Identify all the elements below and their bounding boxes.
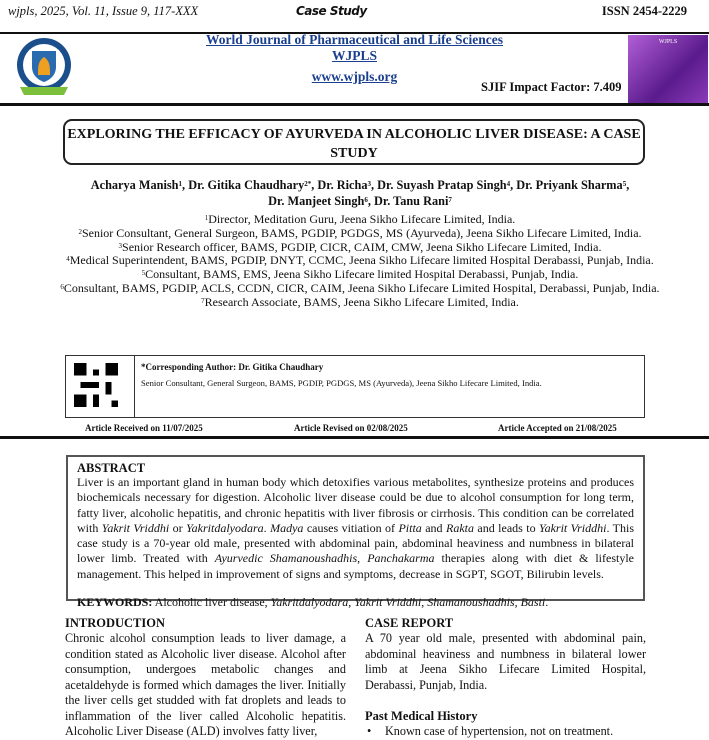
affiliation-number: 2 bbox=[78, 227, 82, 236]
journal-abbrev-link[interactable]: WJPLS bbox=[331, 48, 377, 63]
affiliation-number: 1 bbox=[204, 214, 209, 222]
italic-term: Basti bbox=[520, 595, 546, 610]
author-affiliation-number: 1 bbox=[178, 180, 183, 188]
author-affiliation-number: 2* bbox=[304, 180, 312, 188]
author-name: Acharya Manish bbox=[90, 178, 179, 192]
affiliation-text: Research Associate, BAMS, Jeena Sikho Lifecare Limited, India. bbox=[204, 294, 519, 309]
affiliation-number: 6 bbox=[60, 282, 64, 291]
qr-code-icon bbox=[74, 363, 118, 407]
text-segment: , bbox=[348, 595, 355, 610]
keywords-label: KEYWORDS: bbox=[77, 595, 153, 610]
author-affiliation-number: 3 bbox=[367, 180, 372, 188]
italic-term: Rakta bbox=[445, 520, 474, 535]
journal-name-link[interactable]: World Journal of Pharmaceutical and Life Sciences bbox=[206, 32, 503, 47]
affiliation-line bbox=[60, 254, 660, 268]
italic-term: Yakrit Vriddhi bbox=[354, 595, 422, 610]
text-segment: therapies along with diet & lifestyle management. This helped in improvement of signs and symptoms, decrease in SGPT, SGOT, Bilirubin levels. bbox=[77, 551, 634, 581]
author-affiliation-number: 6 bbox=[364, 196, 368, 204]
paper-title: EXPLORING THE EFFICACY OF AYURVEDA IN ALCOHOLIC LIVER DISEASE: A CASE STUDY bbox=[63, 119, 645, 165]
introduction-text: Chronic alcohol consumption leads to liver damage, a condition stated as Alcoholic liver disease. Alcohol after consumption, undergoes metabolic changes and acetaldehyde is formed which damages the liver. Initially the liver cells get studded with fat droplets and leads to inflammation of the liver called Alcoholic hepatitis. Alcoholic Liver Disease (ALD) involves fatty liver, bbox=[65, 631, 346, 738]
affiliation-line bbox=[60, 241, 660, 255]
divider bbox=[134, 356, 135, 417]
website-link[interactable]: www.wjpls.org bbox=[311, 69, 398, 84]
corresponding-author-box bbox=[65, 355, 645, 418]
history-bullet: • Known case of hypertension, not on treatment. bbox=[365, 724, 646, 740]
affiliation-line bbox=[60, 268, 660, 282]
affiliation-text: Senior Research officer, BAMS, PGDIP, CICR, CAIM, CMW, Jeena Sikho Lifecare Limited, India. bbox=[122, 239, 602, 254]
case-report-heading: CASE REPORT bbox=[365, 616, 454, 630]
author-affiliation-number: 7 bbox=[448, 196, 452, 204]
affiliation-line bbox=[60, 282, 660, 296]
affiliation-text: Consultant, BAMS, EMS, Jeena Sikho Lifecare limited Hospital Derabassi, Punjab, India. bbox=[145, 267, 579, 282]
affiliation-text: Director, Meditation Guru, Jeena Sikho Lifecare Limited, India. bbox=[208, 212, 516, 226]
cover-title: WJPLS bbox=[658, 39, 678, 45]
italic-term: Yakrit Vriddhi bbox=[101, 520, 170, 535]
text-segment: and bbox=[421, 520, 446, 535]
introduction-section bbox=[65, 616, 346, 740]
author-name: Dr. Richa bbox=[317, 178, 368, 192]
introduction-heading: INTRODUCTION bbox=[65, 616, 166, 630]
affiliation-line bbox=[60, 227, 660, 241]
author-name: Dr. Tanu Rani bbox=[373, 194, 449, 208]
banner-rule bbox=[0, 103, 709, 106]
text-segment: , bbox=[421, 595, 428, 610]
past-history-heading: Past Medical History bbox=[365, 709, 478, 723]
dates-rule bbox=[0, 436, 709, 439]
text-segment: , bbox=[514, 595, 521, 610]
italic-term: Yakritdalyodara bbox=[186, 520, 264, 535]
text-segment: . bbox=[545, 595, 549, 610]
affiliation-text: Consultant, BAMS, PGDIP, ACLS, CCDN, CICR, CAIM, Jeena Sikho Lifecare Limited Hospital, Derabassi, Punjab, India. bbox=[63, 280, 660, 295]
affiliation-number: 5 bbox=[141, 269, 146, 278]
author-name: Dr. Manjeet Singh bbox=[268, 194, 365, 208]
italic-term: Ayurvedic Shamanoushadhis bbox=[214, 551, 358, 566]
keywords-text bbox=[152, 595, 548, 609]
author-name: Dr. Gitika Chaudhary bbox=[188, 178, 305, 192]
text-segment: causes vitiation of bbox=[303, 520, 399, 535]
text-segment: and leads to bbox=[473, 520, 540, 535]
author-affiliation-number: 4 bbox=[506, 180, 511, 188]
abstract-text bbox=[77, 475, 634, 582]
citation: wjpls, 2025, Vol. 11, Issue 9, 117-XXX bbox=[8, 4, 199, 18]
affiliation-line bbox=[60, 296, 660, 310]
case-report-section bbox=[365, 616, 646, 740]
text-segment: Liver is an important gland in human body which detoxifies various metabolites, synthesize proteins and produces biochemicals necessary for digestion. Alcoholic liver disease could be due to alcohol consumption for long term, fatty liver, alcoholic hepatitis, and chronic hepatitis with liver fibrosis or cirrhosis. This condition can be correlated with bbox=[77, 475, 634, 535]
text-segment: . This case study is a 70-year old male, presented with abdominal pain, abdominal heaviness and numbness in bilateral lower limb. Treated with bbox=[77, 520, 635, 566]
affiliation-number: 7 bbox=[201, 296, 205, 305]
italic-term: Yakritdalyodara bbox=[270, 595, 349, 610]
text-segment: . bbox=[263, 520, 271, 535]
corresponding-author-heading: *Corresponding Author: Dr. Gitika Chaudhary bbox=[141, 362, 324, 372]
italic-term: Shamanoushadhis bbox=[427, 595, 515, 610]
text-segment: or bbox=[169, 520, 187, 535]
date-revised: Article Revised on 02/08/2025 bbox=[294, 423, 408, 433]
article-type: Case Study bbox=[296, 4, 367, 18]
author-name: Dr. Priyank Sharma bbox=[516, 178, 623, 192]
italic-term: Madya bbox=[270, 520, 304, 535]
corresponding-author-affiliation: Senior Consultant, General Surgeon, BAMS, PGDIP, PGDGS, MS (Ayurveda), Jeena Sikho Lifecare Limited, India. bbox=[141, 378, 542, 388]
affiliation-number: 3 bbox=[118, 241, 123, 250]
keywords bbox=[77, 595, 634, 610]
date-received: Article Received on 11/07/2025 bbox=[85, 423, 203, 433]
issn: ISSN 2454-2229 bbox=[601, 4, 687, 18]
abstract-box bbox=[66, 455, 645, 610]
abstract-heading: ABSTRACT bbox=[77, 461, 146, 475]
affiliation-text: Medical Superintendent, BAMS, PGDIP, DNYT, CCMC, Jeena Sikho Lifecare limited Hospital Derabassi, Punjab, India. bbox=[69, 253, 654, 268]
affiliation-text: Senior Consultant, General Surgeon, BAMS, PGDIP, PGDGS, MS (Ayurveda), Jeena Sikho Lifecare Limited, India. bbox=[81, 225, 642, 240]
text-segment: Alcoholic liver disease, bbox=[152, 595, 271, 610]
affiliations bbox=[60, 213, 660, 310]
journal-banner bbox=[0, 32, 709, 103]
affiliation-line bbox=[60, 213, 660, 227]
journal-cover-image bbox=[628, 35, 708, 103]
affiliation-number: 4 bbox=[66, 255, 70, 264]
case-report-text: A 70 year old male, presented with abdominal pain, abdominal heaviness and numbness in bilateral lower limb at Jeena Sikho Lifecare Limited Hospital, Derabassi, Punjab, India. bbox=[365, 631, 646, 692]
date-accepted: Article Accepted on 21/08/2025 bbox=[498, 423, 617, 433]
author-name: Dr. Suyash Pratap Singh bbox=[377, 178, 507, 192]
italic-term: Panchakarma bbox=[367, 551, 435, 566]
text-segment: , bbox=[357, 551, 368, 566]
italic-term: Yakrit Vriddhi bbox=[539, 520, 607, 535]
impact-factor: SJIF Impact Factor: 7.409 bbox=[481, 80, 622, 94]
italic-term: Pitta bbox=[398, 520, 422, 535]
author-list: Acharya Manish$^1$, Dr. Gitika Chaudhary$^{2*}$, Dr. Richa$^3$, Dr. Suyash Pratap Singh$^4$, Dr. Priyank Sharma$^5$, Dr. Manjeet Singh$^6$, Dr. Tanu Rani$^7$ bbox=[90, 178, 630, 208]
author-affiliation-number: 5 bbox=[622, 180, 627, 188]
